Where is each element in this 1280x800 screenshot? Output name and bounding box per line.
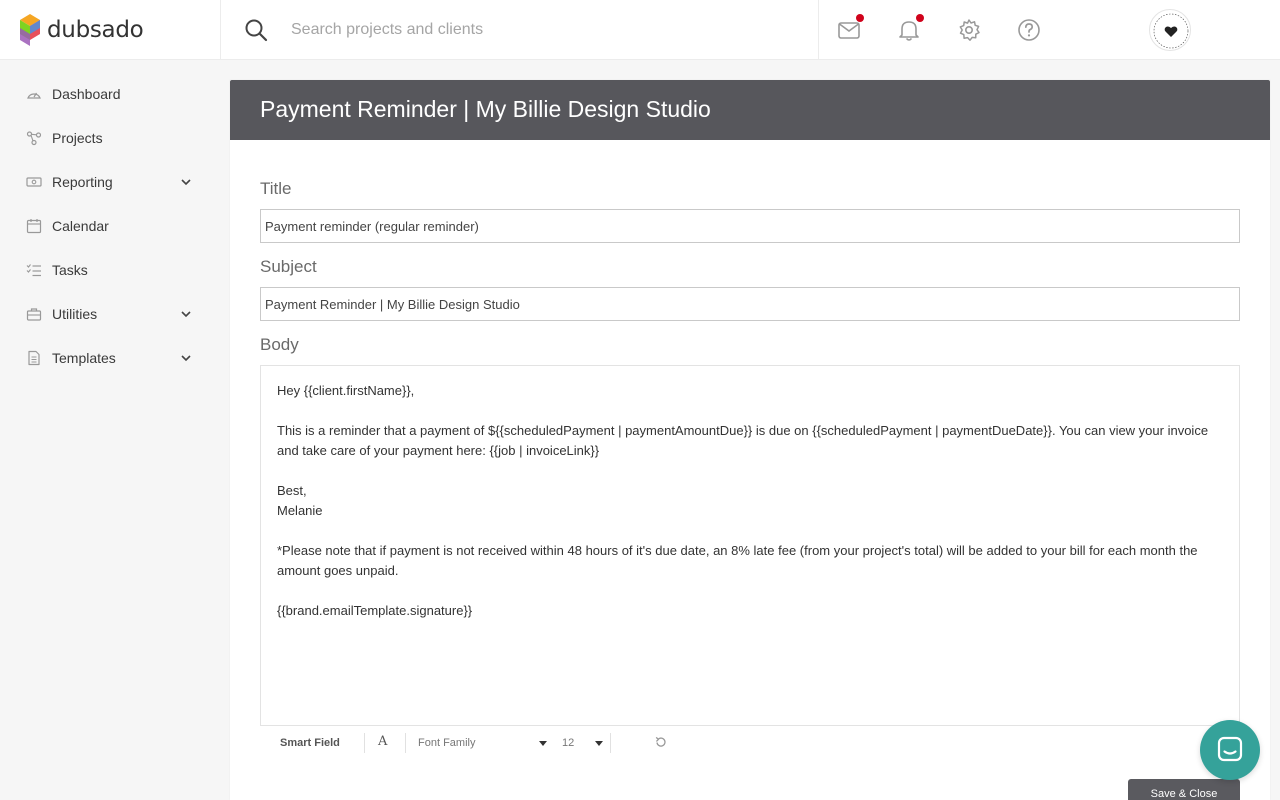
body-line: Best,	[277, 483, 307, 498]
subject-field[interactable]	[260, 287, 1240, 321]
smart-field-button[interactable]: Smart Field	[280, 737, 340, 749]
sidebar-item-templates[interactable]	[0, 338, 220, 378]
sidebar-item-label: Utilities	[52, 306, 98, 322]
body-line: Melanie	[277, 503, 323, 518]
mail-notification-dot	[856, 14, 864, 22]
toolbar-divider	[364, 733, 365, 753]
editor-toolbar	[260, 726, 1240, 760]
user-avatar[interactable]	[1149, 9, 1191, 51]
sidebar-item-label: Calendar	[52, 218, 109, 234]
chat-launcher-button[interactable]	[1200, 720, 1260, 780]
subject-label: Subject	[260, 257, 317, 276]
chevron-down-icon[interactable]	[180, 352, 192, 364]
chevron-down-icon[interactable]	[180, 176, 192, 188]
sidebar-item-label: Tasks	[52, 262, 88, 278]
sidebar-item-reporting[interactable]	[0, 162, 220, 202]
body-editor[interactable]	[260, 365, 1240, 726]
help-icon[interactable]	[1016, 17, 1042, 43]
sidebar-item-tasks[interactable]	[0, 250, 220, 290]
title-field[interactable]	[260, 209, 1240, 243]
sidebar	[0, 60, 220, 800]
gear-icon[interactable]	[956, 17, 982, 43]
page-title: Payment Reminder | My Billie Design Studio	[260, 96, 711, 122]
sidebar-item-label: Projects	[52, 130, 103, 146]
projects-icon	[26, 130, 42, 146]
chevron-down-icon[interactable]	[180, 308, 192, 320]
font-size-dropdown[interactable]: 12	[562, 737, 575, 749]
templates-icon	[26, 350, 42, 366]
undo-icon[interactable]	[655, 736, 667, 748]
dubsado-cube-icon	[18, 12, 42, 48]
body-line: *Please note that if payment is not received within 48 hours of it's due date, an 8% late fee (from your project's total) will be added to your bill for each month the amount goes unpaid.	[277, 543, 1198, 578]
body-line: Hey {{client.firstName}},	[277, 383, 415, 398]
text-format-icon[interactable]: A	[378, 734, 388, 749]
utilities-icon	[26, 306, 42, 322]
bell-icon[interactable]	[896, 17, 922, 43]
sidebar-item-label: Reporting	[52, 174, 113, 190]
tasks-icon	[26, 262, 42, 278]
dubsado-logo[interactable]	[18, 10, 143, 50]
chat-icon	[1216, 736, 1244, 764]
reporting-icon	[26, 174, 42, 190]
search-icon[interactable]	[244, 18, 268, 42]
email-template-editor	[230, 80, 1270, 800]
search-input[interactable]	[282, 14, 802, 46]
body-line	[277, 521, 1223, 541]
sidebar-item-calendar[interactable]	[0, 206, 220, 246]
sidebar-item-dashboard[interactable]	[0, 74, 220, 114]
toolbar-divider	[610, 733, 611, 753]
font-family-dropdown[interactable]: Font Family	[418, 737, 476, 749]
body-line: This is a reminder that a payment of ${{scheduledPayment | paymentAmountDue}} is due on {{scheduledPayment | paymentDueDate}}. You can view your invoice and take care of your payment here: {{job | invoiceLink}}	[277, 423, 1209, 458]
body-line	[277, 461, 1223, 481]
dashboard-icon	[26, 86, 42, 102]
app-name: dubsado	[47, 17, 144, 43]
body-line	[277, 581, 1223, 601]
mail-icon[interactable]	[836, 17, 862, 43]
save-and-close-button[interactable]: Save & Close	[1128, 779, 1240, 800]
header-divider	[220, 0, 221, 60]
body-label: Body	[260, 335, 299, 354]
title-label: Title	[260, 179, 292, 198]
sidebar-item-label: Dashboard	[52, 86, 121, 102]
sidebar-item-utilities[interactable]	[0, 294, 220, 334]
calendar-icon	[26, 218, 42, 234]
top-bar	[0, 0, 1280, 60]
header-divider	[818, 0, 819, 60]
panel-header	[230, 80, 1270, 140]
toolbar-divider	[405, 733, 406, 753]
bell-notification-dot	[916, 14, 924, 22]
sidebar-item-label: Templates	[52, 350, 116, 366]
caret-down-icon[interactable]	[539, 741, 547, 746]
sidebar-item-projects[interactable]	[0, 118, 220, 158]
body-line	[277, 401, 1223, 421]
body-line: {{brand.emailTemplate.signature}}	[277, 603, 473, 618]
caret-down-icon[interactable]	[595, 741, 603, 746]
